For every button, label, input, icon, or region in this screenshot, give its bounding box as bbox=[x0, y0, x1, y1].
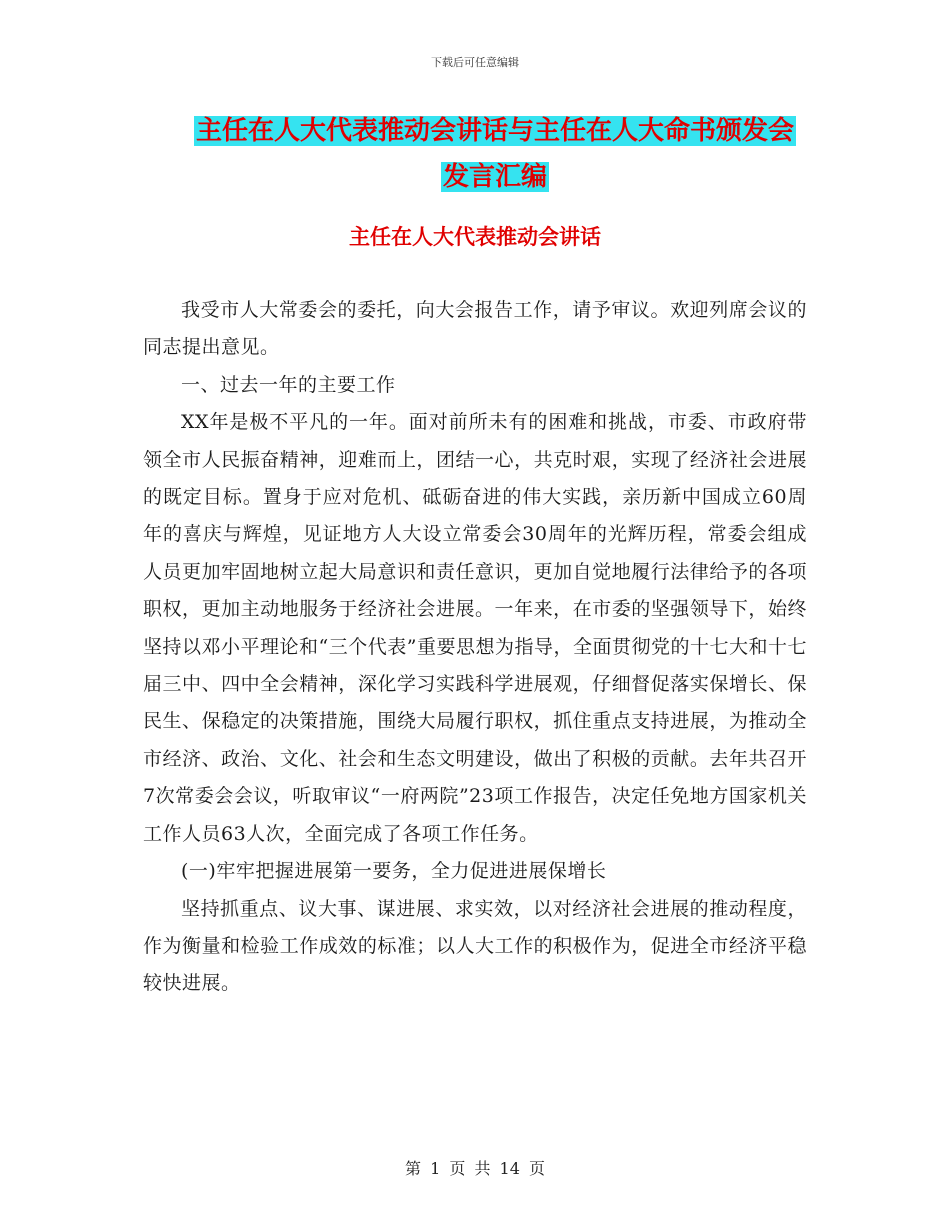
paragraph-review: XX年是极不平凡的一年。面对前所未有的困难和挑战，市委、市政府带领全市人民振奋精神，迎难而上，团结一心，共克时艰，实现了经济社会进展的既定目标。置身于应对危机、砥砺奋进的伟大实践，亲历新中国成立60周年的喜庆与辉煌，见证地方人大设立常委会30周年的光辉历程，常委会组成人员更加牢固地树立起大局意识和责任意识，更加自觉地履行法律给予的各项职权，更加主动地服务于经济社会进展。一年来，在市委的坚强领导下，始终坚持以邓小平理论和“三个代表”重要思想为指导，全面贯彻党的十七大和十七届三中、四中全会精神，深化学习实践科学进展观，仔细督促落实保增长、保民生、保稳定的决策措施，围绕大局履行职权，抓住重点支持进展，为推动全市经济、政治、文化、社会和生态文明建设，做出了积极的贡献。去年共召开7次常委会会议，听取审议“一府两院”23项工作报告，决定任免地方国家机关工作人员63人次，全面完成了各项工作任务。 bbox=[143, 411, 807, 845]
document-title bbox=[145, 108, 845, 200]
document-title-line-1: 主任在人大代表推动会讲话与主任在人大命书颁发会 bbox=[195, 116, 794, 146]
paragraph-subsection-one: 坚持抓重点、议大事、谋进展、求实效，以对经济社会进展的推动程度，作为衡量和检验工作成效的标准；以人大工作的积极作为，促进全市经济平稳较快进展。 bbox=[143, 897, 807, 995]
heading-part-one: 一、过去一年的主要工作 bbox=[181, 373, 396, 396]
document-body bbox=[143, 292, 807, 1003]
header-note: 下载后可任意编辑 bbox=[431, 56, 519, 69]
section-title: 主任在人大代表推动会讲话 bbox=[349, 225, 601, 249]
document-title-line-2: 发言汇编 bbox=[442, 162, 547, 192]
heading-subsection-one: (一)牢牢把握进展第一要务，全力促进进展保增长 bbox=[181, 860, 607, 883]
page-footer: 第 1 页 共 14 页 bbox=[405, 1159, 545, 1178]
paragraph-intro: 我受市人大常委会的委托，向大会报告工作，请予审议。欢迎列席会议的同志提出意见。 bbox=[143, 299, 807, 359]
